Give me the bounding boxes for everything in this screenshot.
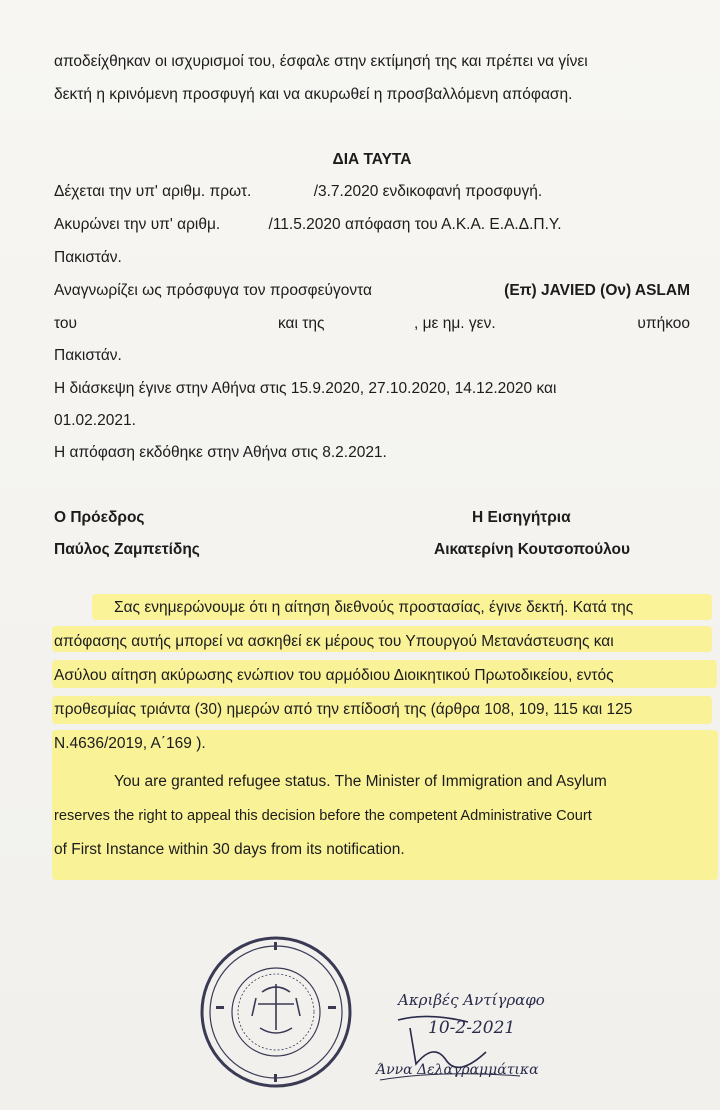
notice-gr-line: Ν.4636/2019, Α΄169 ).	[54, 735, 206, 752]
decision-annul-country: Πακιστάν.	[54, 249, 122, 266]
notice-gr-line: προθεσμίας τριάντα (30) ημερών από την επίδοσή της (άρθρα 108, 109, 115 και 125	[54, 701, 633, 718]
decision-accept	[54, 182, 690, 202]
president-title: Ο Πρόεδρος	[54, 509, 145, 526]
decision-deliberation-end: 01.02.2021.	[54, 412, 136, 429]
rapporteur-title: Η Εισηγήτρια	[472, 509, 571, 526]
intro-line: αποδείχθηκαν οι ισχυρισμοί του, έσφαλε στην εκτίμησή της και πρέπει να γίνει	[54, 53, 588, 70]
parents-text-b: και της	[278, 315, 325, 332]
notice-en-line: of First Instance within 30 days from its notification.	[54, 841, 405, 858]
decision-deliberation: Η διάσκεψη έγινε στην Αθήνα στις 15.9.2020, 27.10.2020, 14.12.2020 και	[54, 380, 557, 397]
annul-text-a: Ακυρώνει την υπ' αριθμ.	[54, 216, 221, 233]
decision-nationality: Πακιστάν.	[54, 347, 122, 364]
parents-text-a: του	[54, 315, 78, 332]
accept-text-a: Δέχεται την υπ' αριθμ. πρωτ.	[54, 183, 252, 200]
notice-en-line: You are granted refugee status. The Minister of Immigration and Asylum	[114, 773, 607, 790]
true-copy-signer: Άννα Δελαγραμμάτικα	[376, 1062, 539, 1078]
notice-gr-line: Σας ενημερώνουμε ότι η αίτηση διεθνούς προστασίας, έγινε δεκτή. Κατά της	[114, 599, 634, 616]
section-heading: ΔΙΑ ΤΑΥΤΑ	[332, 151, 412, 168]
intro-line: δεκτή η κρινόμενη προσφυγή και να ακυρωθεί η προσβαλλόμενη απόφαση.	[54, 86, 573, 103]
true-copy-label: Ακριβές Αντίγραφο	[398, 991, 545, 1009]
decision-recognize	[54, 281, 690, 301]
parents-text-d: υπήκοο	[637, 315, 690, 332]
accept-text-b: /3.7.2020 ενδικοφανή προσφυγή.	[313, 183, 543, 200]
rapporteur-name: Αικατερίνη Κουτσοπούλου	[434, 541, 631, 558]
true-copy-date: 10-2-2021	[428, 1018, 516, 1038]
decision-parents	[54, 314, 690, 334]
official-seal-stamp	[196, 932, 356, 1092]
decision-annul	[54, 215, 690, 235]
recognize-text-a: Αναγνωρίζει ως πρόσφυγα τον προσφεύγοντα	[54, 282, 372, 299]
notice-gr-line: Ασύλου αίτηση ακύρωσης ενώπιον του αρμόδιου Διοικητικού Πρωτοδικείου, εντός	[54, 667, 614, 684]
notice-en-line: reserves the right to appeal this decision before the competent Administrative Court	[54, 808, 592, 824]
parents-text-c: , με ημ. γεν.	[414, 315, 496, 332]
applicant-name: (Επ) JAVIED (Ον) ASLAM	[504, 282, 690, 299]
notice-gr-line: απόφασης αυτής μπορεί να ασκηθεί εκ μέρους του Υπουργού Μετανάστευσης και	[54, 633, 614, 650]
annul-text-b: /11.5.2020 απόφαση του Α.Κ.Α. Ε.Α.Δ.Π.Υ.	[268, 216, 562, 233]
decision-issued: Η απόφαση εκδόθηκε στην Αθήνα στις 8.2.2021.	[54, 444, 387, 461]
president-name: Παύλος Ζαμπετίδης	[54, 541, 200, 558]
